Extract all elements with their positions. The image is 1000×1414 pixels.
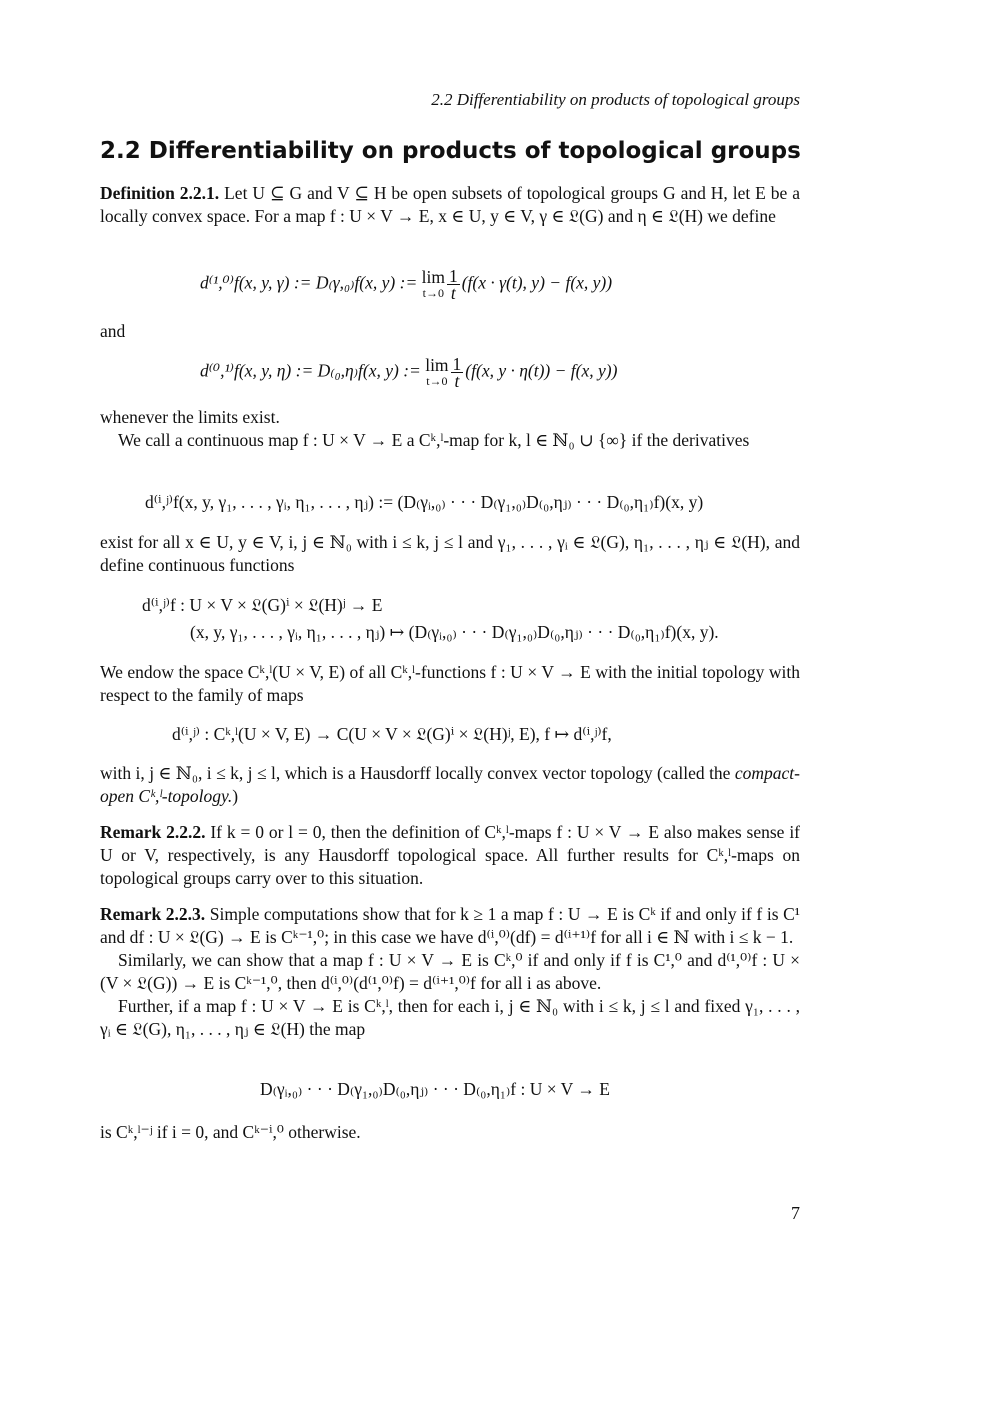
eq1-left: d⁽¹,⁰⁾f(x, y, γ) := D₍γ,₀₎f(x, y) :=	[200, 272, 422, 293]
eq1-right: (f(x · γ(t), y) − f(x, y))	[461, 272, 613, 293]
topology-text-em: compact-open Cᵏ,ˡ-topology.	[100, 763, 800, 806]
equation-dij-ck: d⁽ⁱ,ʲ⁾ : Cᵏ,ˡ(U × V, E) → C(U × V × 𝔏(G)ⁱ × 𝔏(H)ʲ, E), f ↦ d⁽ⁱ,ʲ⁾f,	[172, 724, 612, 744]
section-title: 2.2 Differentiability on products of topological groups	[100, 138, 801, 164]
equation-composite-map: D₍γᵢ,₀₎ · · · D₍γ₁,₀₎D₍₀,ηⱼ₎ · · · D₍₀,η₁₎f : U × V → E	[260, 1079, 610, 1099]
remark1-label: Remark 2.2.2.	[100, 822, 206, 842]
topology-paragraph	[100, 762, 800, 808]
definition-label: Definition 2.2.1.	[100, 183, 220, 203]
remark2-p4: is Cᵏ,ˡ⁻ʲ if i = 0, and Cᵏ⁻ⁱ,⁰ otherwise.	[100, 1122, 361, 1142]
eq2-lim	[425, 354, 449, 389]
eq2-frac-den: t	[454, 371, 460, 391]
eq1-frac-den: t	[450, 283, 456, 303]
eq2-left: d⁽⁰,¹⁾f(x, y, η) := D₍₀,η₎f(x, y) :=	[200, 360, 426, 381]
equation-dij-map-line2: (x, y, γ₁, . . . , γᵢ, η₁, . . . , ηⱼ) ↦ (D₍γᵢ,₀₎ · · · D₍γ₁,₀₎D₍₀,ηⱼ₎ · · · D₍₀,η₁₎f)(x, y).	[190, 622, 719, 642]
page-number: 7	[791, 1203, 800, 1223]
eq2-right: (f(x, y · η(t)) − f(x, y))	[465, 360, 618, 381]
equation-d01	[200, 356, 617, 389]
eq1-frac-num: 1	[448, 266, 458, 286]
remark-2-2-3	[100, 903, 800, 1041]
eq1-frac	[447, 268, 460, 301]
exist-paragraph: exist for all x ∈ U, y ∈ V, i, j ∈ ℕ₀ with i ≤ k, j ≤ l and γ₁, . . . , γᵢ ∈ 𝔏(G), η₁, . . . , ηⱼ ∈ 𝔏(H), and define continuous functions	[100, 532, 801, 575]
equation-dij: d⁽ⁱ,ʲ⁾f(x, y, γ₁, . . . , γᵢ, η₁, . . . , ηⱼ) := (D₍γᵢ,₀₎ · · · D₍γ₁,₀₎D₍₀,ηⱼ₎ · · · D₍₀,η₁₎f)(x, y)	[145, 492, 704, 512]
remark1-text: If k = 0 or l = 0, then the definition of Cᵏ,ˡ-maps f : U × V → E also makes sense if U or V, respectively, is any Hausdorff topological space. All further results for Cᵏ,ˡ-maps on topological groups carry over to this situation.	[100, 822, 801, 888]
remark2-p2: Similarly, we can show that a map f : U × V → E is Cᵏ,⁰ if and only if f is C¹,⁰ and d⁽¹,⁰⁾f : U × (V × 𝔏(G)) → E is Cᵏ⁻¹,⁰, then d⁽ⁱ,⁰⁾(d⁽¹,⁰⁾f) = d⁽ⁱ⁺¹,⁰⁾f for all i as above.	[100, 950, 800, 993]
eq1-lim-sub: t→0	[422, 285, 444, 300]
topology-text-a: with i, j ∈ ℕ₀, i ≤ k, j ≤ l, which is a Hausdorff locally convex vector topology (called the	[100, 763, 735, 783]
remark-2-2-2	[100, 821, 800, 890]
whenever-paragraph	[100, 406, 800, 452]
eq2-lim-sub: t→0	[426, 373, 448, 388]
remark2-p3: Further, if a map f : U × V → E is Cᵏ,ˡ, then for each i, j ∈ ℕ₀ with i ≤ k, j ≤ l and fixed γ₁, . . . , γᵢ ∈ 𝔏(G), η₁, . . . , ηⱼ ∈ 𝔏(H) the map	[100, 996, 800, 1039]
definition-paragraph	[100, 182, 800, 228]
and-text: and	[100, 321, 126, 341]
eq1-lim	[421, 266, 445, 301]
eq2-frac	[451, 356, 464, 389]
running-header: 2.2 Differentiability on products of topological groups	[431, 90, 800, 109]
remark2-label: Remark 2.2.3.	[100, 904, 206, 924]
whenever-text: whenever the limits exist.	[100, 407, 280, 427]
definition-intro: Let U ⊆ G and V ⊆ H be open subsets of topological groups G and H, let E be a locally convex space. For a map f : U × V → E, x ∈ U, y ∈ V, γ ∈ 𝔏(G) and η ∈ 𝔏(H) we define	[100, 183, 800, 226]
call-text: We call a continuous map f : U × V → E a Cᵏ,ˡ-map for k, l ∈ ℕ₀ ∪ {∞} if the derivatives	[118, 430, 750, 450]
eq2-frac-num: 1	[452, 354, 462, 374]
equation-d10	[200, 268, 612, 301]
remark2-p1: Simple computations show that for k ≥ 1 a map f : U → E is Cᵏ if and only if f is C¹ and df : U × 𝔏(G) → E is Cᵏ⁻¹,⁰; in this case we have d⁽ⁱ,⁰⁾(df) = d⁽ⁱ⁺¹⁾f for all i ∈ ℕ with i ≤ k − 1.	[100, 904, 800, 947]
topology-text-b: )	[232, 786, 239, 806]
eq2-lim-text: lim	[425, 354, 449, 375]
eq1-lim-text: lim	[421, 266, 445, 287]
equation-dij-map-line1: d⁽ⁱ,ʲ⁾f : U × V × 𝔏(G)ⁱ × 𝔏(H)ʲ → E	[142, 595, 383, 615]
endow-paragraph: We endow the space Cᵏ,ˡ(U × V, E) of all Cᵏ,ˡ-functions f : U × V → E with the initial topology with respect to the family of maps	[100, 662, 800, 705]
remark2-p1-wrap	[100, 903, 800, 949]
